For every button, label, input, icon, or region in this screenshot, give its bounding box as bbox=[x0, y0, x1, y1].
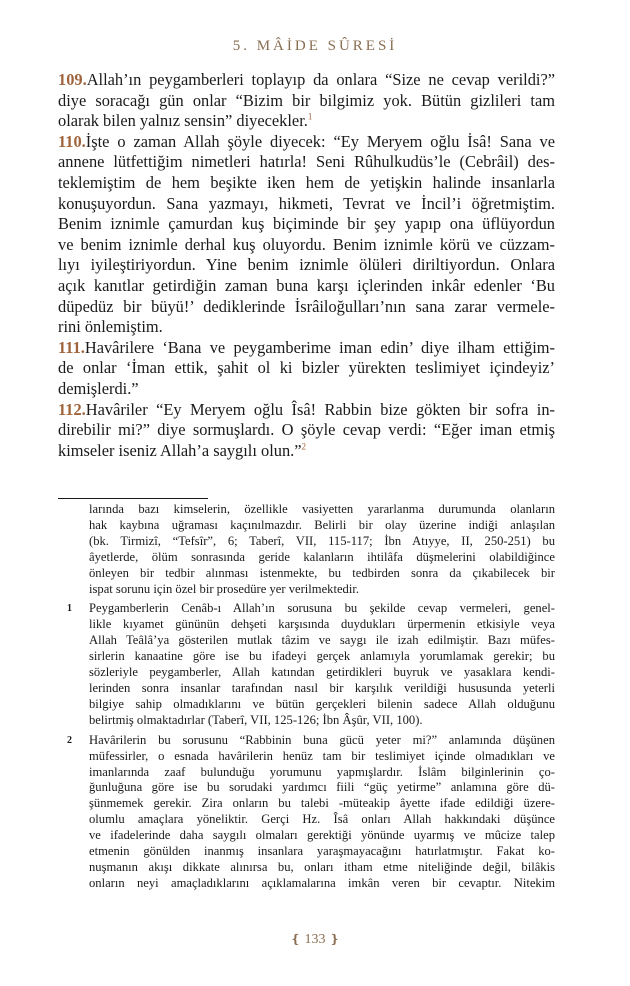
verse-line bbox=[58, 132, 555, 153]
footnote-line: likle kıyamet gününün dehşeti karşısında duydukları ürpermenin etkisiyle veya bbox=[89, 617, 555, 632]
footnote-separator bbox=[58, 498, 208, 499]
verse-line bbox=[58, 111, 555, 132]
ornament-right-icon: ❵ bbox=[329, 932, 340, 946]
verse-line-text: Allah’ın peygamberleri toplayıp da onlara “Size ne cevap verildi?” bbox=[86, 70, 555, 89]
verse-112 bbox=[58, 400, 555, 462]
page-number bbox=[0, 932, 630, 948]
verse-110 bbox=[58, 132, 555, 338]
footnote-line: onların neyi amaçladıklarını açıklamalarına imkân veren bir cevaptır. Nitekim bbox=[89, 875, 555, 890]
footnote-line: sözleriyle peygamberler, Allah katından getirdikleri buyruk ve yasaklara kendi- bbox=[89, 665, 555, 680]
footnote-line: imanlarında zaaf bulunduğu yorumunu yapmışlardır. İslâm bilginlerinin ço- bbox=[89, 764, 555, 779]
footnote-line: Allah Teâlâ’ya gösterilen mutlak tâzim ve saygı ile izah edilmiştir. Bazı müfes- bbox=[89, 633, 555, 648]
footnote-line: şünmemek gerekir. Zira onların bu talebi -müteakip âyette ifade edildiği üzere- bbox=[89, 796, 555, 811]
footnote-line: etmenin gönülden inanmış insanlara yaraşmayacağını hatırlatmıştır. Fakat ko- bbox=[89, 844, 555, 859]
footnote-line: olumlu amaçlara yöneliktir. Gerçi Hz. Îsâ onları Allah hakkındaki düşünce bbox=[89, 812, 555, 827]
footnote-line: nuşmanın akışı dikkate alınırsa bu, onları itham etme niteliğinde değil, bilâkis bbox=[89, 859, 555, 874]
ornament-left-icon: ❴ bbox=[290, 932, 301, 946]
verse-line: düpedüz bir büyü!’ dediklerinde İsrâiloğulları’nın sana zarar vermele- bbox=[58, 296, 555, 316]
running-header: 5. MÂİDE SÛRESİ bbox=[232, 38, 398, 54]
footnote-line: sirlerin kanaatine göre ise bu ifadeyi gerçek anlamıyla yorumlamak gerekir; bu bbox=[89, 649, 555, 664]
footnote-line: belirtmiş olmaktadırlar (Taberî, VII, 125-126; İbn Âşûr, VII, 100). bbox=[89, 712, 423, 727]
verse-line bbox=[58, 441, 555, 462]
footnote-reference[interactable]: 2 bbox=[301, 441, 307, 452]
footnote-line: bilgiye sahip olmadıklarını ve bütün gerçekleri bilenin sadece Allah olduğunu bbox=[89, 696, 555, 711]
footnote-line: ve ifadelerinde daha saygılı olmaları gerektiği yönünde uyarmış ve mûcize talep bbox=[89, 828, 555, 843]
verse-number: 112. bbox=[58, 399, 86, 419]
verse-text-block bbox=[58, 70, 555, 461]
footnote-line: âyetlerde, ölüm sonrasında geride kalanların ihtilâfa düşmelerini olabildiğince bbox=[89, 549, 555, 564]
footnote-continuation bbox=[58, 502, 555, 597]
verse-line bbox=[58, 338, 555, 359]
verse-number: 110. bbox=[58, 131, 86, 151]
verse-line: de onlar ‘İman ettik, şahit ol ki bizler yürekten teslimiyet içindeyiz’ bbox=[58, 358, 555, 378]
verse-line: direbilir mi?” diye sormuşlardı. O şöyle cevap verdi: “Eğer iman etmiş bbox=[58, 420, 555, 440]
verse-line: konuşuyordun. Sana yazmayı, hikmeti, Tevrat ve İncil’i öğretmiştim. bbox=[58, 193, 555, 213]
verse-line: rini önlemiştim. bbox=[58, 317, 163, 337]
verse-line-text: kimseler iseniz Allah’a saygılı olun.” bbox=[58, 440, 302, 460]
verse-111 bbox=[58, 338, 555, 400]
footnotes-block bbox=[58, 502, 555, 892]
footnote-line: Havârilerin bu sorusunu “Rabbinin buna gücü yeter mi?” anlamında düşünen bbox=[89, 732, 555, 747]
footnote-line: ispat sorunu için özel bir prosedüre yer verilmektedir. bbox=[89, 581, 359, 596]
footnote-1 bbox=[58, 601, 555, 728]
verse-line: demişlerdi.” bbox=[58, 378, 139, 398]
verse-number: 111. bbox=[58, 337, 85, 357]
verse-line-text: olarak bilen yalnız sensin” diyecekler. bbox=[58, 111, 308, 131]
verse-109 bbox=[58, 70, 555, 132]
verse-line: annene lütfettiğim nimetleri hatırla! Seni Rûhulkudüs’le (Cebrâil) des- bbox=[58, 152, 555, 172]
footnote-reference[interactable]: 1 bbox=[307, 111, 313, 122]
footnote-2 bbox=[58, 733, 555, 892]
footnote-line: Peygamberlerin Cenâb-ı Allah’ın sorusuna bu şekilde cevap vermeleri, genel- bbox=[89, 601, 555, 616]
verse-line: lıyı iyileştiriyordun. Yine benim iznimle ölüleri diriltiyordun. Onlara bbox=[58, 255, 555, 275]
verse-number: 109. bbox=[58, 70, 87, 89]
footnote-line: önleyen bir tedbir alınması istenmekte, bu tedbirden sonra da çıkabilecek bir bbox=[89, 565, 555, 580]
footnote-line: (bk. Tirmizî, “Tefsîr”, 6; Taberî, VII, 115-117; İbn Atıyye, II, 250-251) bu bbox=[89, 533, 555, 548]
footnote-marker: 2 bbox=[67, 734, 72, 746]
verse-line bbox=[58, 70, 555, 91]
verse-line: açık kanıtlar getirdiğin zaman buna karşı içlerinden inkâr edenler ‘Bu bbox=[58, 275, 555, 295]
footnote-line: hak kaybına uğraması kaçınılmazdır. Belirli bir olay üzerine indiği anlaşılan bbox=[89, 517, 555, 532]
footnote-line: ğunluğuna göre ise bu sorudaki yardımcı fiili “güç yetirme” anlamına göre dü- bbox=[89, 780, 555, 795]
verse-line: diye soracağı gün onlar “Bizim bir bilgimiz yok. Bütün gizlileri tam bbox=[58, 90, 555, 110]
footnote-line: lerinden sonra insanlar tarafından nasıl bir karşılık verildiği hususunda yeterli bbox=[89, 680, 555, 695]
verse-line: ve benim iznimle derhal kuş oluyordu. Benim iznimle körü ve cüzzam- bbox=[58, 234, 555, 254]
page-number-value: 133 bbox=[304, 932, 326, 947]
footnote-line: larında bazı kimselerin, özellikle vasiyetten yararlanma durumunda olanların bbox=[89, 502, 555, 516]
verse-line-text: Havâriler “Ey Meryem oğlu Îsâ! Rabbin bize gökten bir sofra in- bbox=[85, 399, 555, 419]
verse-line: teklemiştim de hem beşikte iken hem de yetişkin halinde insanlarla bbox=[58, 172, 555, 192]
verse-line: Benim iznimle çamurdan kuş biçiminde bir şey yapıp ona üflüyordun bbox=[58, 214, 555, 234]
footnote-line: müfessirler, o esnada havârilerin henüz tam bir teslimiyet içinde olmadıkları ve bbox=[89, 748, 555, 763]
footnote-marker: 1 bbox=[67, 603, 72, 615]
verse-line-text: İşte o zaman Allah şöyle diyecek: “Ey Meryem oğlu İsâ! Sana ve bbox=[85, 131, 555, 151]
verse-line bbox=[58, 400, 555, 421]
verse-line-text: Havârilere ‘Bana ve peygamberime iman edin’ diye ilham ettiğim- bbox=[84, 337, 555, 357]
